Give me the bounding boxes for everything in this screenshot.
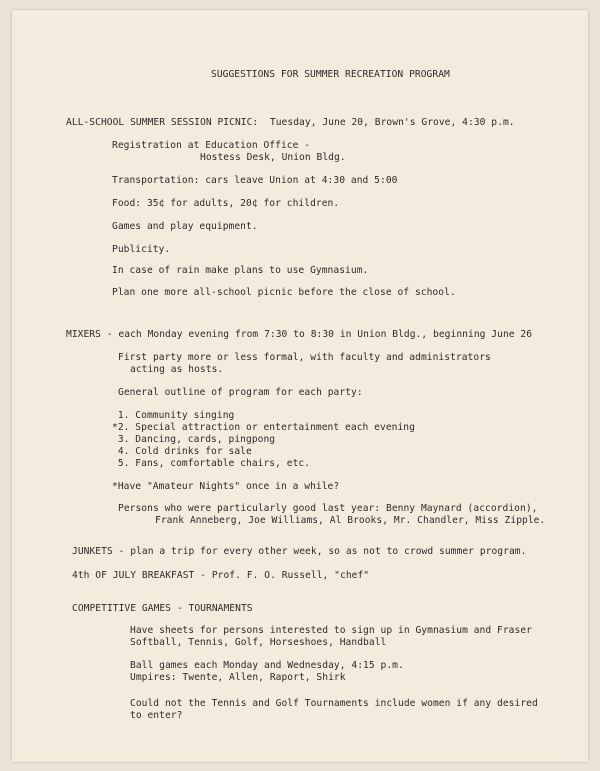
competitive-sheets: Have sheets for persons interested to sign up in Gymnasium and Fraser bbox=[130, 625, 532, 636]
mixers-heading: MIXERS - each Monday evening from 7:30 to 8:30 in Union Bldg., beginning June 26 bbox=[66, 329, 533, 340]
competitive-umpires: Umpires: Twente, Allen, Raport, Shirk bbox=[130, 672, 346, 683]
breakfast-line: 4th OF JULY BREAKFAST - Prof. F. O. Russell, "chef" bbox=[72, 570, 370, 581]
competitive-sheets-cont: Softball, Tennis, Golf, Horseshoes, Handball bbox=[130, 637, 387, 648]
list-item: 4. Cold drinks for sale bbox=[112, 446, 252, 457]
picnic-food: Food: 35¢ for adults, 20¢ for children. bbox=[112, 198, 340, 209]
competitive-women: Could not the Tennis and Golf Tournaments include women if any desired bbox=[130, 698, 538, 709]
mixers-first-party: First party more or less formal, with faculty and administrators bbox=[118, 352, 491, 363]
junkets-line: JUNKETS - plan a trip for every other week, so as not to crowd summer program. bbox=[72, 546, 527, 557]
picnic-rain: In case of rain make plans to use Gymnasium. bbox=[112, 265, 369, 276]
list-item: 3. Dancing, cards, pingpong bbox=[112, 434, 276, 445]
competitive-women-cont: to enter? bbox=[130, 710, 183, 721]
document-title: SUGGESTIONS FOR SUMMER RECREATION PROGRAM bbox=[211, 69, 450, 80]
mixers-first-party-cont: acting as hosts. bbox=[130, 364, 224, 375]
mixers-persons-cont: Frank Anneberg, Joe Williams, Al Brooks, Mr. Chandler, Miss Zipple. bbox=[155, 515, 546, 526]
picnic-registration-cont: Hostess Desk, Union Bldg. bbox=[200, 152, 346, 163]
competitive-ball-games: Ball games each Monday and Wednesday, 4:15 p.m. bbox=[130, 660, 404, 671]
picnic-publicity: Publicity. bbox=[112, 244, 171, 255]
list-item: 5. Fans, comfortable chairs, etc. bbox=[112, 458, 311, 469]
picnic-heading: ALL-SCHOOL SUMMER SESSION PICNIC: Tuesday, June 20, Brown's Grove, 4:30 p.m. bbox=[66, 117, 515, 128]
mixers-outline: General outline of program for each party: bbox=[118, 387, 363, 398]
picnic-registration: Registration at Education Office - bbox=[112, 140, 311, 151]
mixers-amateur-nights: *Have "Amateur Nights" once in a while? bbox=[112, 481, 340, 492]
list-item: *2. Special attraction or entertainment each evening bbox=[112, 422, 415, 433]
mixers-persons: Persons who were particularly good last year: Benny Maynard (accordion), bbox=[118, 503, 538, 514]
competitive-heading: COMPETITIVE GAMES - TOURNAMENTS bbox=[72, 603, 253, 614]
picnic-plan: Plan one more all-school picnic before the close of school. bbox=[112, 287, 456, 298]
picnic-transportation: Transportation: cars leave Union at 4:30 and 5:00 bbox=[112, 175, 398, 186]
list-item: 1. Community singing bbox=[112, 410, 235, 421]
picnic-games: Games and play equipment. bbox=[112, 221, 258, 232]
